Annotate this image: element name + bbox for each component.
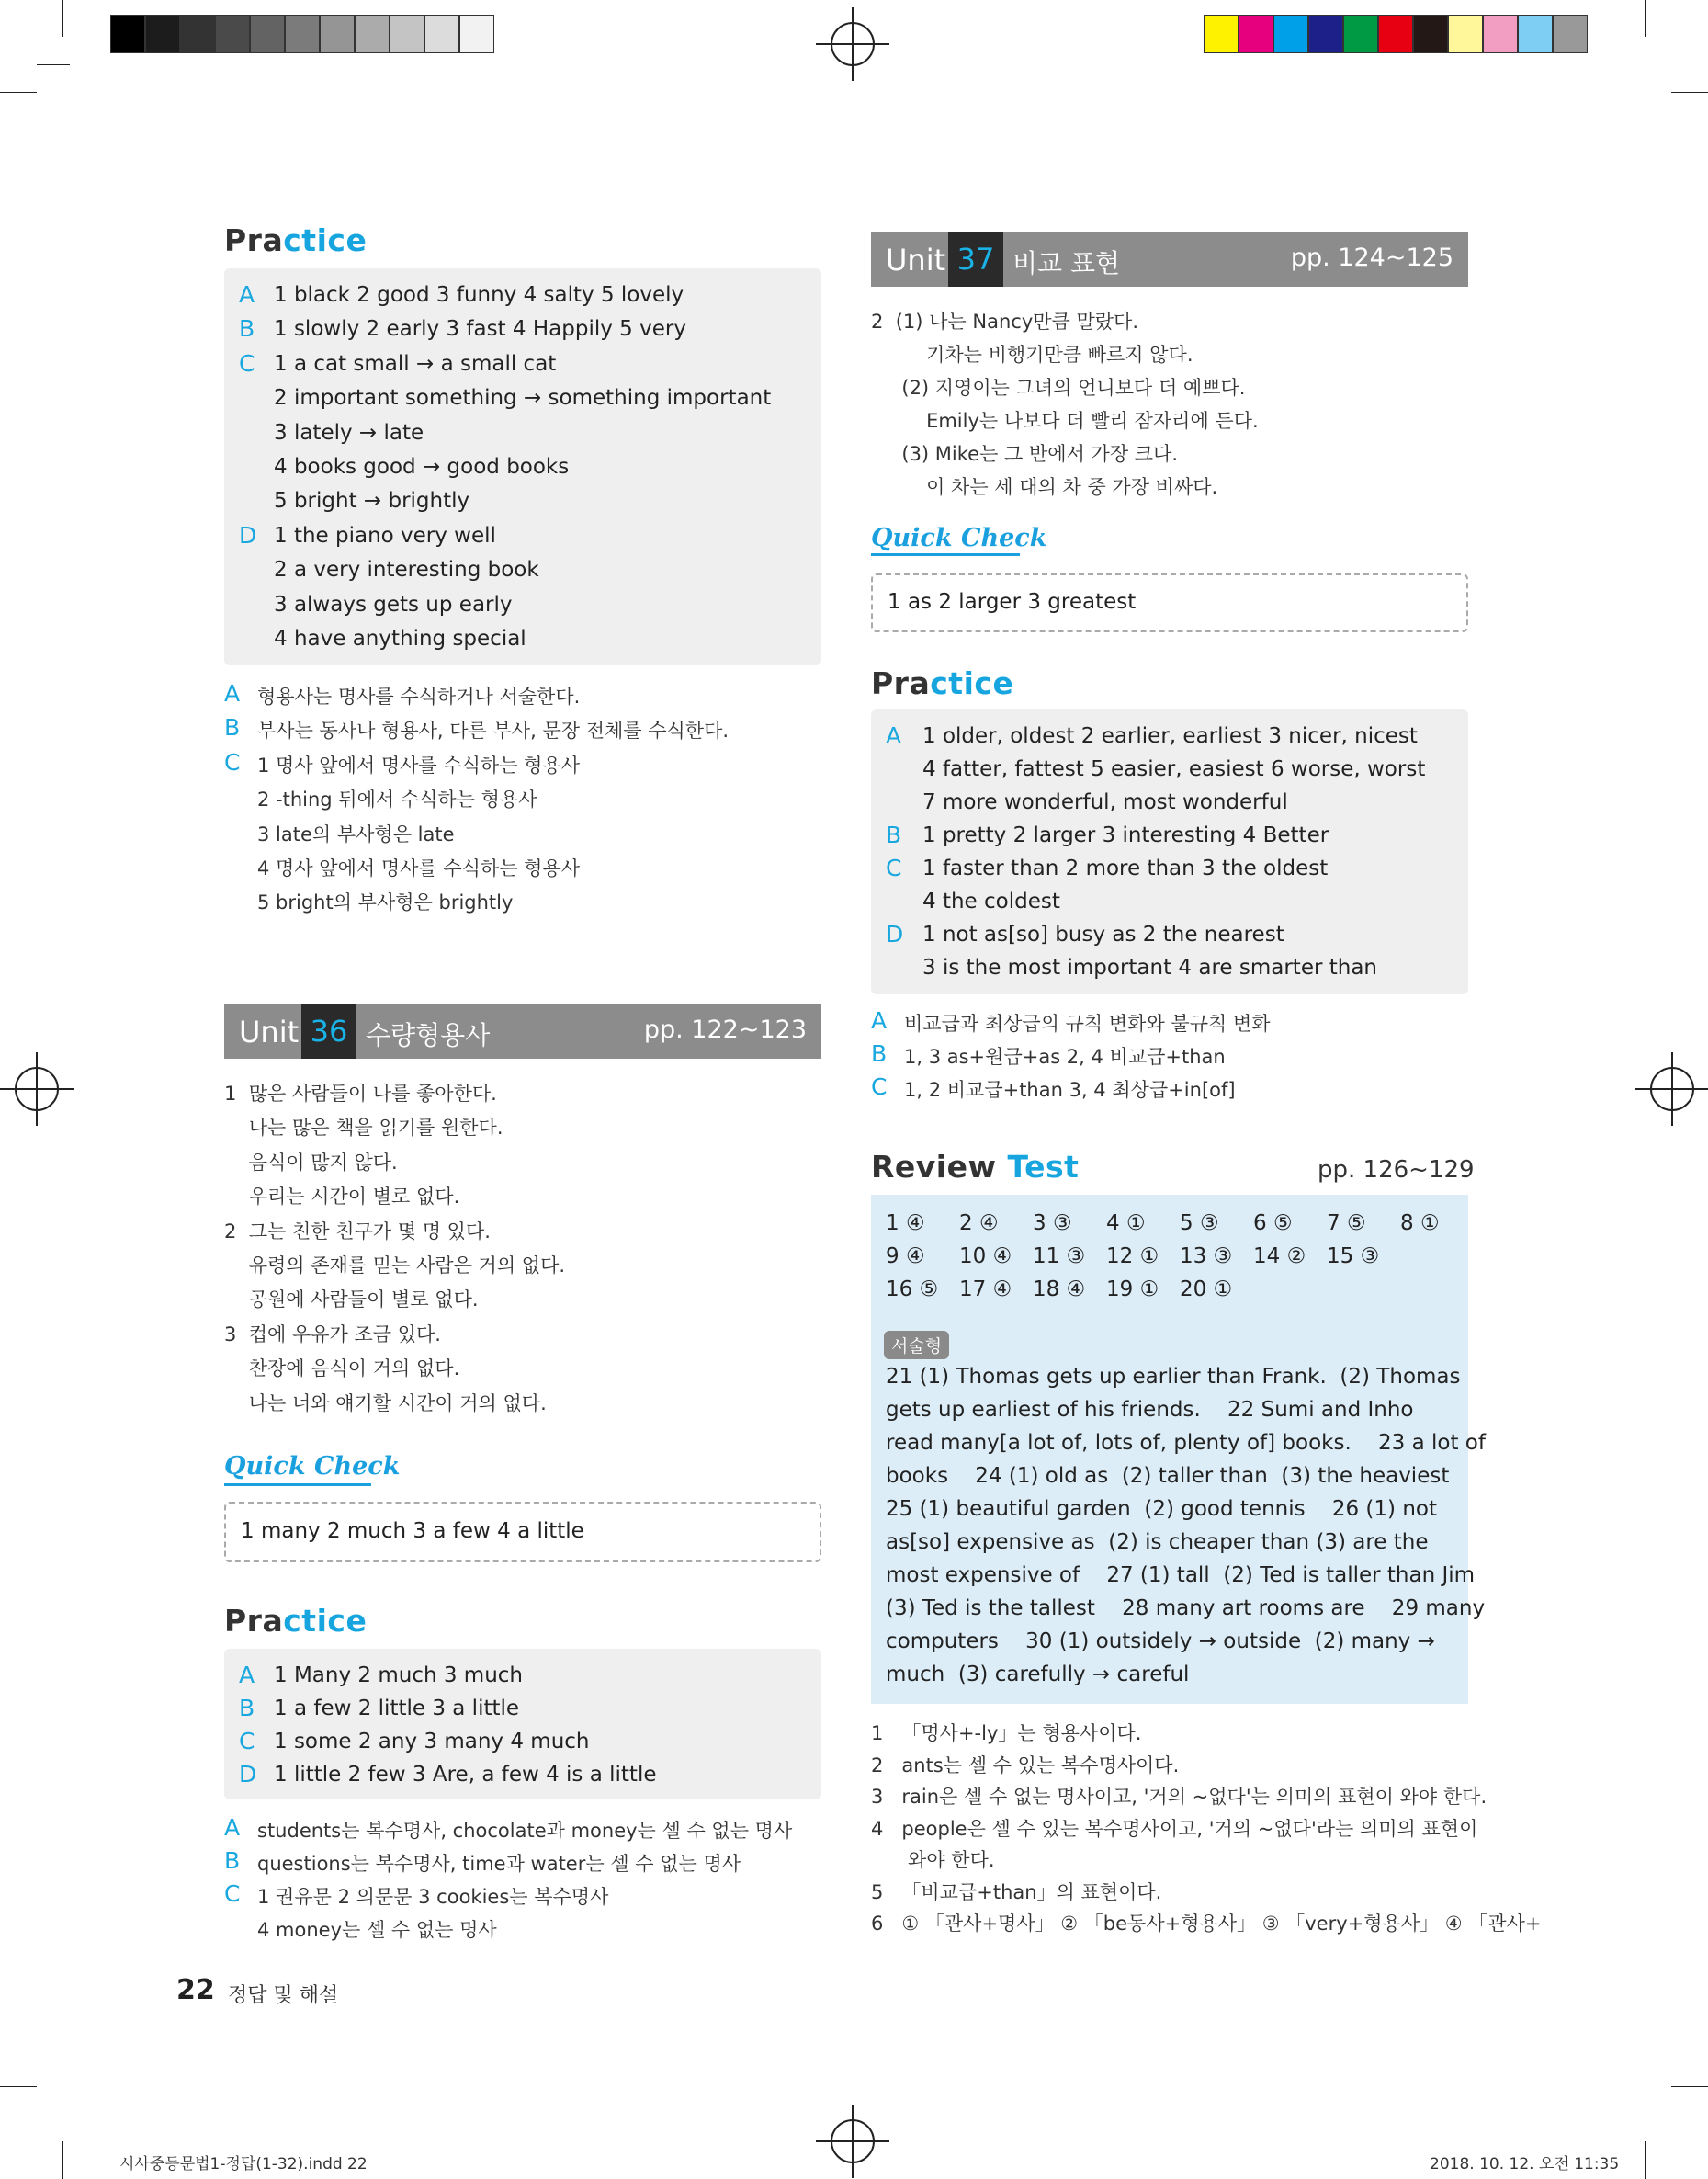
file-slug: 시사중등문법1-정답(1-32).indd 22 (119, 2155, 368, 2173)
unit-title: 비교 표현 (1012, 248, 1121, 278)
answer-line: questions는 복수명사, time과 water는 셀 수 없는 명사 (257, 1853, 741, 1875)
color-swatch (1343, 15, 1378, 53)
answer-line: 2 a very interesting book (274, 558, 539, 583)
answer-line: 5 bright의 부사형은 brightly (257, 891, 514, 914)
quick-check-answers: 1 as 2 larger 3 greatest (888, 590, 1137, 614)
answer-letter: A (224, 680, 241, 707)
color-swatch (250, 15, 285, 53)
answer-line: 3 is the most important 4 are smarter than (922, 956, 1378, 980)
unit-title: 수량형용사 (366, 1020, 491, 1050)
answer-letter: D (886, 921, 904, 948)
answer-letter: D (239, 521, 257, 549)
answer-line: 1 pretty 2 larger 3 interesting 4 Better (922, 823, 1329, 847)
text-line: 나는 많은 책을 읽기를 원한다. (224, 1117, 503, 1140)
essay-line: read many[a lot of, lots of, plenty of] books. 23 a lot of (886, 1431, 1486, 1455)
unit-pages: pp. 124~125 (1290, 244, 1453, 272)
crop-mark (62, 0, 63, 37)
review-answer: 12 ① (1106, 1244, 1159, 1268)
review-answer: 7 ⑤ (1327, 1211, 1366, 1235)
answer-line: 1 some 2 any 3 many 4 much (274, 1730, 590, 1753)
review-answer: 5 ③ (1180, 1211, 1219, 1235)
text-line: 유령의 존재를 믿는 사람은 거의 없다. (224, 1254, 566, 1277)
unit-36-header (224, 1004, 821, 1059)
answer-letter: B (224, 714, 241, 742)
page-number: 22 (176, 1974, 215, 2006)
essay-line: (3) Ted is the tallest 28 many art rooms are 29 many (886, 1596, 1486, 1620)
color-swatch (1483, 15, 1518, 53)
answer-letter: C (239, 1728, 255, 1754)
color-swatch (215, 15, 250, 53)
text-line: 음식이 많지 않다. (224, 1151, 398, 1174)
crop-mark (1645, 0, 1646, 37)
review-answer: 17 ④ (959, 1277, 1012, 1301)
answer-line: 1 older, oldest 2 earlier, earliest 3 nicer, nicest (922, 724, 1418, 748)
answer-line: 5 bright → brightly (274, 489, 470, 514)
answer-line: 1 a few 2 little 3 a little (274, 1697, 520, 1720)
answer-line: 4 the coldest (922, 890, 1060, 914)
answer-letter: B (239, 315, 255, 343)
unit-label: Unit (886, 243, 946, 278)
essay-badge: 서술형 (884, 1331, 949, 1359)
answer-letter: B (886, 822, 902, 848)
review-answer: 10 ④ (959, 1244, 1012, 1268)
answer-line: 1, 3 as+원급+as 2, 4 비교급+than (904, 1046, 1226, 1068)
text-line: 4 people은 셀 수 있는 복수명사이고, '거의 ~없다'라는 의미의 표현이 (871, 1817, 1478, 1840)
color-swatch (1518, 15, 1553, 53)
review-answer: 1 ④ (886, 1211, 925, 1235)
unit-pages: pp. 122~123 (643, 1016, 807, 1044)
practice-answer-box (871, 709, 1468, 994)
quick-check-underline (871, 553, 1020, 556)
text-line: 6 ① 「관사+명사」 ② 「be동사+형용사」 ③ 「very+형용사」 ④ 「관사+ (871, 1912, 1542, 1935)
answer-line: 1 the piano very well (274, 523, 496, 548)
crop-mark (62, 2141, 63, 2179)
text-line: 5 「비교급+than」의 표현이다. (871, 1880, 1162, 1903)
review-answer: 18 ④ (1033, 1277, 1086, 1301)
registration-mark-icon (1635, 1052, 1708, 1126)
answer-line: 형용사는 명사를 수식하거나 서술한다. (257, 686, 581, 708)
review-answer: 19 ① (1106, 1277, 1159, 1301)
crop-mark (0, 92, 37, 93)
color-swatch (1553, 15, 1588, 53)
review-answer: 13 ③ (1180, 1244, 1233, 1268)
practice-title: Practice (224, 1603, 368, 1639)
color-swatch (1308, 15, 1343, 53)
text-line: 기차는 비행기만큼 빠르지 않다. (871, 344, 1193, 366)
review-answer: 4 ① (1106, 1211, 1146, 1235)
text-line: 찬장에 음식이 거의 없다. (224, 1357, 460, 1380)
color-swatch (1448, 15, 1483, 53)
answer-line: 부사는 동사나 형용사, 다른 부사, 문장 전체를 수식한다. (257, 720, 730, 743)
text-line: 1 많은 사람들이 나를 좋아한다. (224, 1083, 497, 1105)
answer-line: 1 권유문 2 의문문 3 cookies는 복수명사 (257, 1886, 609, 1908)
answer-line: 4 money는 셀 수 없는 명사 (257, 1919, 497, 1941)
text-line: 1 「명사+-ly」는 형용사이다. (871, 1722, 1142, 1744)
answer-line: 4 books good → good books (274, 455, 570, 479)
color-swatch (320, 15, 355, 53)
answer-line: 2 -thing 뒤에서 수식하는 형용사 (257, 789, 537, 811)
unit-37-header (871, 232, 1468, 287)
answer-letter: C (224, 748, 241, 776)
crop-mark (1671, 92, 1708, 93)
answer-letter: A (224, 1814, 241, 1841)
color-swatch (110, 15, 145, 53)
answer-letter: C (886, 855, 902, 881)
text-line: 공원에 사람들이 별로 없다. (224, 1288, 479, 1311)
answer-letter: A (886, 722, 902, 749)
review-answer: 20 ① (1180, 1277, 1233, 1301)
review-answer: 2 ④ (959, 1211, 999, 1235)
review-test-pages: pp. 126~129 (1318, 1156, 1475, 1184)
answer-line: 1 faster than 2 more than 3 the oldest (922, 857, 1329, 880)
color-swatch (180, 15, 215, 53)
quick-check-underline (224, 1483, 371, 1486)
review-answer: 8 ① (1400, 1211, 1440, 1235)
text-line: Emily는 나보다 더 빨리 잠자리에 든다. (871, 410, 1259, 432)
answer-line: 비교급과 최상급의 규칙 변화와 불규칙 변화 (904, 1013, 1271, 1035)
review-answer: 15 ③ (1327, 1244, 1380, 1268)
answer-line: 3 always gets up early (274, 592, 513, 617)
crop-mark (0, 2086, 37, 2087)
color-swatch (424, 15, 459, 53)
unit-label: Unit (239, 1015, 300, 1050)
page-footer-label: 정답 및 해설 (228, 1984, 339, 2007)
quick-check-answers: 1 many 2 much 3 a few 4 a little (241, 1519, 584, 1543)
registration-mark-icon (0, 1052, 74, 1126)
review-answer: 11 ③ (1033, 1244, 1086, 1268)
answer-line: 2 important something → something important (274, 386, 772, 411)
registration-mark-icon (816, 2105, 889, 2178)
answer-line: 7 more wonderful, most wonderful (922, 790, 1288, 814)
review-answer: 9 ④ (886, 1244, 925, 1268)
answer-line: 1 명사 앞에서 명사를 수식하는 형용사 (257, 754, 581, 777)
text-line: 3 컵에 우유가 조금 있다. (224, 1322, 441, 1345)
color-swatch (1204, 15, 1239, 53)
color-swatch (390, 15, 424, 53)
unit-number: 37 (948, 232, 1003, 287)
answer-line: 4 have anything special (274, 627, 526, 651)
answer-letter: C (239, 349, 255, 377)
color-swatch (285, 15, 320, 53)
essay-line: computers 30 (1) outsidely → outside (2) many → (886, 1629, 1435, 1653)
answer-letter: B (224, 1847, 241, 1874)
text-line: 이 차는 세 대의 차 중 가장 비싸다. (871, 476, 1218, 498)
text-line: (3) Mike는 그 반에서 가장 크다. (871, 443, 1179, 465)
answer-line: 1 slowly 2 early 3 fast 4 Happily 5 very (274, 317, 686, 342)
color-swatch (355, 15, 390, 53)
review-test-title: Review Test (871, 1149, 1080, 1185)
quick-check-label: Quick Check (871, 524, 1047, 552)
color-swatch (1239, 15, 1273, 53)
quick-check-label: Quick Check (224, 1452, 401, 1481)
answer-line: 4 명사 앞에서 명사를 수식하는 형용사 (257, 857, 581, 880)
text-line: 2 (1) 나는 Nancy만큼 말랐다. (871, 311, 1139, 333)
crop-mark (1671, 2086, 1708, 2087)
answer-letter: B (239, 1695, 255, 1721)
review-answer: 16 ⑤ (886, 1277, 939, 1301)
answer-line: 1 little 2 few 3 Are, a few 4 is a little (274, 1763, 657, 1787)
answer-letter: D (239, 1761, 257, 1787)
text-line: 나는 너와 얘기할 시간이 거의 없다. (224, 1391, 547, 1414)
answer-line: 3 late의 부사형은 late (257, 823, 455, 845)
answer-letter: A (871, 1007, 888, 1034)
answer-line: 4 fatter, fattest 5 easier, easiest 6 worse, worst (922, 757, 1426, 781)
essay-line: 21 (1) Thomas gets up earlier than Frank. (2) Thomas (886, 1365, 1461, 1389)
answer-line: 1 not as[so] busy as 2 the nearest (922, 923, 1284, 947)
answer-letter: C (224, 1880, 241, 1907)
color-swatch (1413, 15, 1448, 53)
answer-line: 3 lately → late (274, 420, 424, 445)
color-swatch (145, 15, 180, 53)
essay-line: gets up earliest of his friends. 22 Sumi and Inho (886, 1398, 1414, 1422)
color-swatch (459, 15, 494, 53)
practice-title: Practice (224, 222, 368, 258)
answer-letter: C (871, 1073, 888, 1100)
unit-number: 36 (301, 1004, 356, 1059)
crop-mark (37, 64, 70, 65)
essay-line: most expensive of 27 (1) tall (2) Ted is taller than Jim (886, 1563, 1476, 1587)
answer-letter: A (239, 281, 255, 308)
crop-mark (1645, 2141, 1646, 2179)
review-answer: 14 ② (1253, 1244, 1306, 1268)
answer-letter: A (239, 1662, 255, 1688)
registration-mark-icon (816, 7, 889, 81)
date-slug: 2018. 10. 12. 오전 11:35 (1430, 2155, 1620, 2173)
text-line: 3 rain은 셀 수 없는 명사이고, '거의 ~없다'는 의미의 표현이 와야 한다. (871, 1786, 1487, 1808)
essay-line: much (3) carefully → careful (886, 1663, 1190, 1686)
text-line: 와야 한다. (871, 1849, 995, 1871)
text-line: 2 ants는 셀 수 있는 복수명사이다. (871, 1753, 1180, 1776)
review-answer: 3 ③ (1033, 1211, 1072, 1235)
text-line: 2 그는 친한 친구가 몇 명 있다. (224, 1220, 491, 1243)
essay-line: 25 (1) beautiful garden (2) good tennis 26 (1) not (886, 1497, 1437, 1521)
answer-line: 1 black 2 good 3 funny 4 salty 5 lovely (274, 283, 684, 307)
answer-line: 1, 2 비교급+than 3, 4 최상급+in[of] (904, 1079, 1236, 1101)
answer-letter: B (871, 1040, 888, 1067)
answer-line: 1 a cat small → a small cat (274, 351, 557, 376)
color-swatch (1273, 15, 1308, 53)
text-line: 우리는 시간이 별로 없다. (224, 1186, 460, 1209)
essay-line: as[so] expensive as (2) is cheaper than (3) are the (886, 1530, 1429, 1554)
answer-line: 1 Many 2 much 3 much (274, 1663, 523, 1687)
color-swatch (1378, 15, 1413, 53)
review-answer: 6 ⑤ (1253, 1211, 1293, 1235)
answer-line: students는 복수명사, chocolate과 money는 셀 수 없는 명사 (257, 1820, 793, 1842)
essay-line: books 24 (1) old as (2) taller than (3) the heaviest (886, 1464, 1450, 1488)
text-line: (2) 지영이는 그녀의 언니보다 더 예쁘다. (871, 377, 1246, 399)
practice-title: Practice (871, 665, 1014, 701)
